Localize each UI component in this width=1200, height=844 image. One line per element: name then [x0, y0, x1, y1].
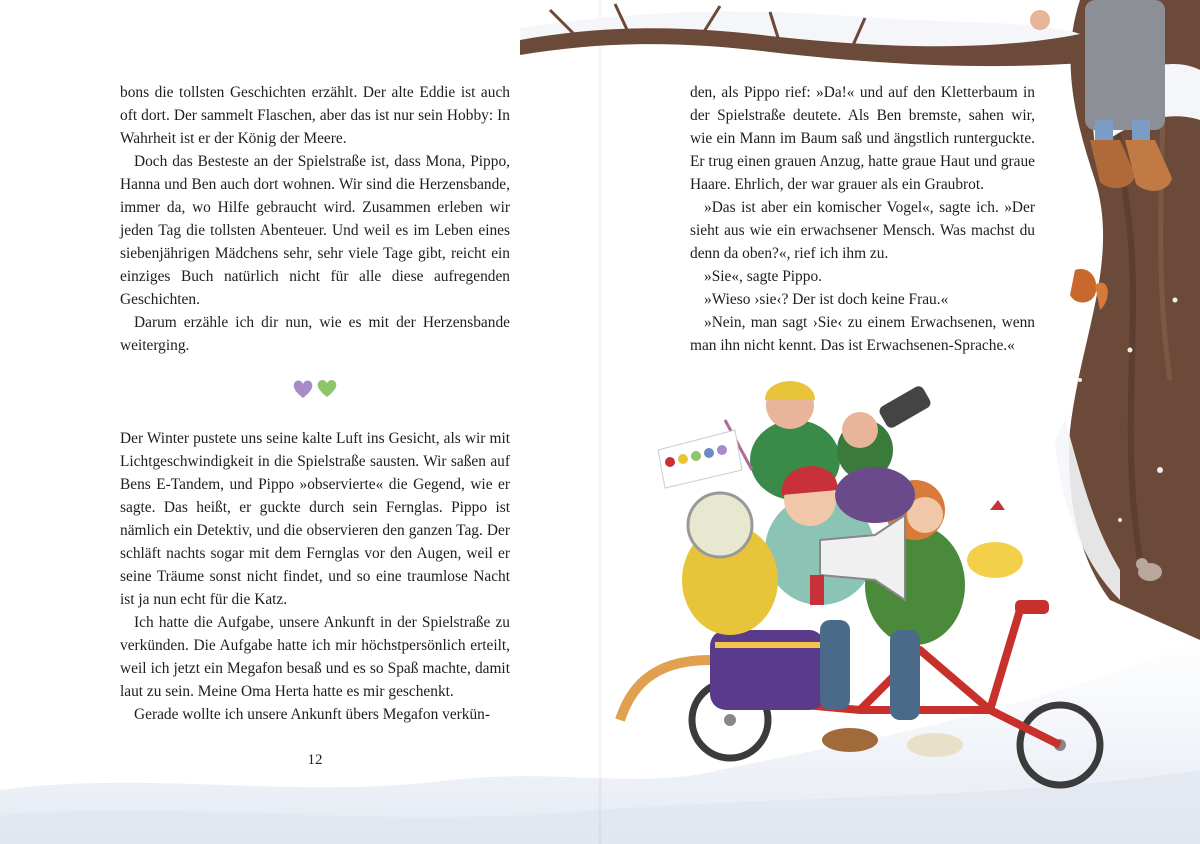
paragraph: Ich hatte die Aufgabe, unsere Ankunft in der Spielstraße zu verkünden. Die Aufgabe hatte ich mir höchstpersönlich erteilt, weil ich jetzt ein Megafon besaß und es so Spaß machte, damit laut zu sein. Meine Oma Herta hatte es mir geschenkt. [120, 614, 510, 700]
paragraph: Gerade wollte ich unsere Ankunft übers Megafon verkün- [134, 706, 491, 723]
paragraph: Der Winter pustete uns seine kalte Luft ins Gesicht, als wir mit Lichtgeschwindigkeit in die Spielstraße sausten. Wir saßen auf Bens E-Tandem, und Pippo »observierte« die Gegend, wie er sagte. Das heißt, er guckte durch sein Fernglas. Pippo ist nämlich ein Detektiv, und die observieren den ganzen Tag. Der schläft nachts sogar mit dem Fernglas vor den Augen, weil er seine Träume sonst nicht findet, und so eine traumlose Nacht ist ja nun echt für die Katz. [120, 430, 510, 608]
page-number: 12 [307, 752, 323, 768]
paragraph: »Das ist aber ein komischer Vogel«, sagte ich. »Der sieht aus wie ein erwachsener Mensch. Was machst du denn da oben?«, rief ich ihm zu. [690, 199, 1035, 262]
paragraph: bons die tollsten Geschichten erzählt. Der alte Eddie ist auch oft dort. Der sammelt Flaschen, aber das ist nur sein Hobby: In Wahrheit ist er der König der Meere. [120, 84, 510, 147]
paragraph: Doch das Besteste an der Spielstraße ist, dass Mona, Pippo, Hanna und Ben auch dort wohnen. Wir sind die Herzensbande, immer da, wo Hilfe gebraucht wird. Zusammen erleben wir jeden Tag die tollsten Abenteuer. Und weil es im Leben eines siebenjährigen Mädchens sehr, sehr viele Tage gibt, reicht ein einziges Buch natürlich nicht für alle diese aufregenden Geschichten. [120, 153, 510, 308]
binoculars-icon [877, 384, 932, 430]
paragraph: den, als Pippo rief: »Da!« und auf den Kletterbaum in der Spielstraße deutete. Als Ben bremste, sahen wir, wie ein Mann im Baum saß und ängstlich runterguckte. Er trug einen grauen Anzug, hatte graue Haut und graue Haare. Ehrlich, der war grauer als ein Graubrot. [690, 84, 1035, 193]
section-divider-hearts-icon [292, 378, 340, 400]
right-page-text [690, 81, 1035, 357]
paragraph: »Nein, man sagt ›Sie‹ zu einem Erwachsenen, wenn man ihn nicht kennt. Das ist Erwachsenen-Sprache.« [690, 314, 1035, 354]
paragraph: Darum erzähle ich dir nun, wie es mit der Herzensbande weiterging. [120, 314, 510, 354]
left-page-text-top [120, 81, 510, 357]
paragraph: »Sie«, sagte Pippo. [704, 268, 822, 285]
left-page-text-bottom [120, 427, 510, 726]
toy-chicken-icon [967, 500, 1023, 578]
paragraph: »Wieso ›sie‹? Der ist doch keine Frau.« [704, 291, 949, 308]
e-tandem-bike-icon [620, 600, 1100, 785]
flag-icon [658, 420, 752, 488]
